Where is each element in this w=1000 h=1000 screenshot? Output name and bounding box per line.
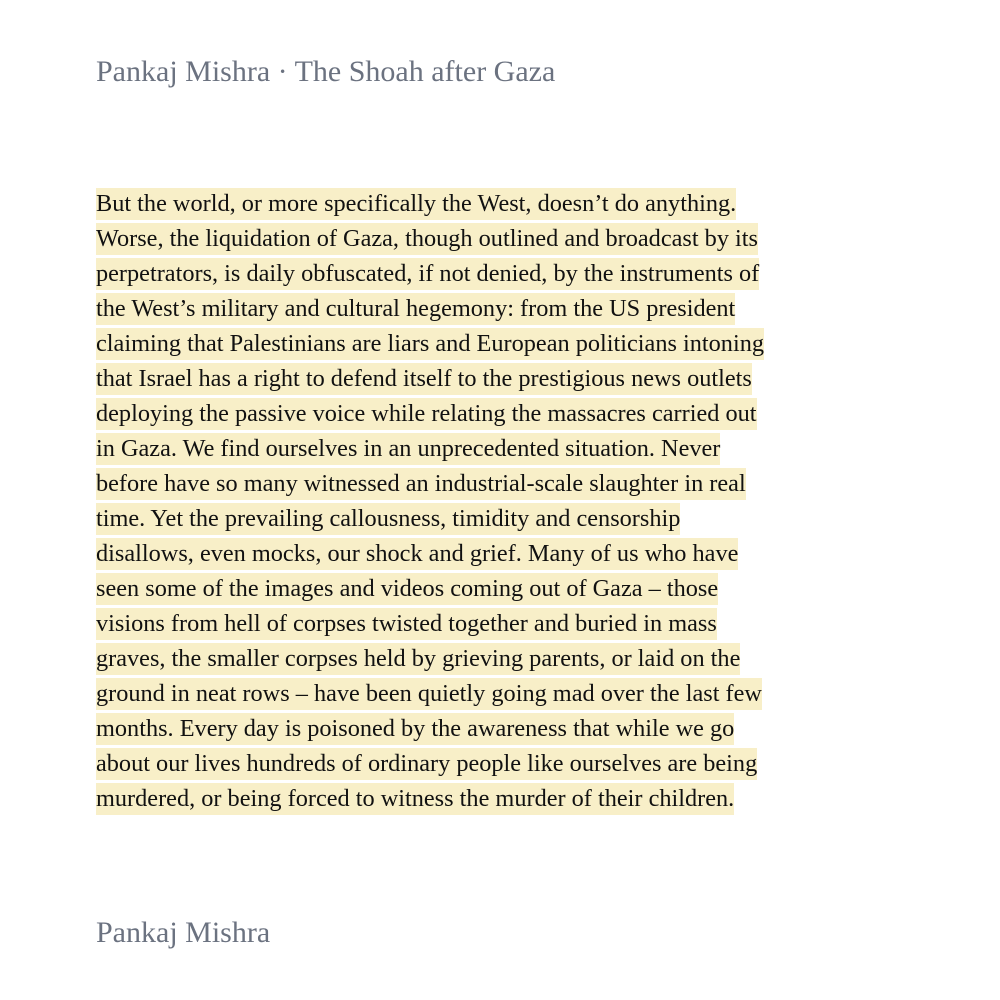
highlight: perpetrators, is daily obfuscated, if not denied, by the instruments of [96, 258, 759, 290]
highlight: ground in neat rows – have been quietly going mad over the last few [96, 678, 762, 710]
quote-line [96, 606, 856, 641]
highlight: graves, the smaller corpses held by grieving parents, or laid on the [96, 643, 740, 675]
highlight: But the world, or more specifically the West, doesn’t do anything. [96, 188, 736, 220]
quote-line [96, 431, 856, 466]
highlight: time. Yet the prevailing callousness, timidity and censorship [96, 503, 680, 535]
quote-line [96, 746, 856, 781]
quote-line [96, 291, 856, 326]
quote-line [96, 781, 856, 816]
highlight: months. Every day is poisoned by the awareness that while we go [96, 713, 734, 745]
highlight: deploying the passive voice while relating the massacres carried out [96, 398, 757, 430]
highlight: disallows, even mocks, our shock and grief. Many of us who have [96, 538, 738, 570]
highlight: the West’s military and cultural hegemony: from the US president [96, 293, 735, 325]
quote-line [96, 186, 856, 221]
book-header [96, 52, 555, 92]
highlight: murdered, or being forced to witness the murder of their children. [96, 783, 734, 815]
highlight: before have so many witnessed an industrial-scale slaughter in real [96, 468, 746, 500]
quote-attribution [96, 913, 270, 953]
highlight: about our lives hundreds of ordinary people like ourselves are being [96, 748, 757, 780]
quote-line [96, 641, 856, 676]
highlight: Worse, the liquidation of Gaza, though outlined and broadcast by its [96, 223, 758, 255]
highlight: in Gaza. We find ourselves in an unprecedented situation. Never [96, 433, 720, 465]
quote-line [96, 256, 856, 291]
quote-line [96, 571, 856, 606]
quote-line [96, 711, 856, 746]
quote-line [96, 676, 856, 711]
highlight: visions from hell of corpses twisted together and buried in mass [96, 608, 717, 640]
quote-line [96, 221, 856, 256]
highlight: that Israel has a right to defend itself to the prestigious news outlets [96, 363, 752, 395]
quote-line [96, 396, 856, 431]
quote-line [96, 361, 856, 396]
quote-line [96, 536, 856, 571]
highlight: seen some of the images and videos coming out of Gaza – those [96, 573, 718, 605]
header-separator: · [270, 55, 295, 88]
header-author: Pankaj Mishra [96, 55, 271, 88]
quote-line [96, 326, 856, 361]
highlighted-quote [96, 186, 856, 816]
quote-line [96, 466, 856, 501]
footer-author: Pankaj Mishra [96, 916, 271, 949]
highlight: claiming that Palestinians are liars and European politicians intoning [96, 328, 764, 360]
quote-line [96, 501, 856, 536]
header-title: The Shoah after Gaza [294, 55, 556, 88]
